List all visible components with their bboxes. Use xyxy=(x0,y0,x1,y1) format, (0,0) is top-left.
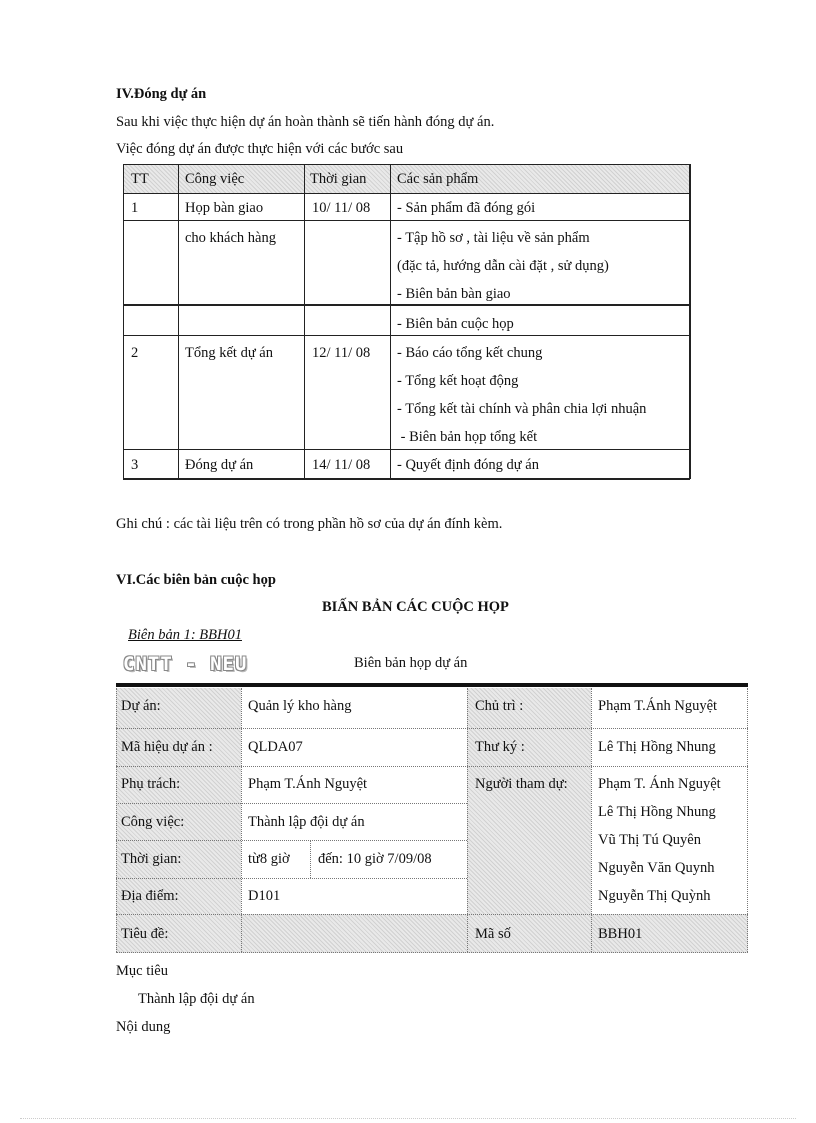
table-cell: Tổng kết dự án xyxy=(185,345,273,361)
table-cell: Họp bàn giao xyxy=(185,200,264,216)
table-cell: - Biên bản họp tổng kết xyxy=(397,429,538,445)
cntt-neu-logo: CNTT - NEU xyxy=(123,653,248,675)
table-cell: 1 xyxy=(131,200,139,216)
place-label: Địa điểm: xyxy=(121,888,179,904)
secretary-label: Thư ký : xyxy=(475,739,525,755)
owner-label: Phụ trách: xyxy=(121,776,181,792)
section-heading-meetings: VI.Các biên bản cuộc họp xyxy=(116,572,276,588)
table-header-task: Công việc xyxy=(185,171,245,187)
subject-label: Tiêu đề: xyxy=(121,926,169,942)
time-from-value: từ8 giờ xyxy=(248,851,290,867)
number-label: Mã số xyxy=(475,926,511,942)
work-label: Công việc: xyxy=(121,814,185,830)
table-cell: - Quyết định đóng dự án xyxy=(397,457,539,473)
project-label: Dự án: xyxy=(121,698,161,714)
paragraph-intro: Sau khi việc thực hiện dự án hoàn thành sẽ tiến hành đóng dự án. xyxy=(116,114,495,130)
participant-item: Nguyễn Văn Quynh xyxy=(598,860,715,876)
time-to-value: đến: 10 giờ 7/09/08 xyxy=(318,851,432,867)
content-label: Nội dung xyxy=(116,1019,171,1035)
table-cell: Đóng dự án xyxy=(185,457,254,473)
chair-value: Phạm T.Ánh Nguyệt xyxy=(598,698,718,714)
table-cell: - Sản phẩm đã đóng gói xyxy=(397,200,536,216)
table-cell: cho khách hàng xyxy=(185,230,276,246)
secretary-value: Lê Thị Hồng Nhung xyxy=(598,739,716,755)
table-cell: 3 xyxy=(131,457,139,473)
note-text: Ghi chú : các tài liệu trên có trong phần hồ sơ của dự án đính kèm. xyxy=(116,516,503,532)
table-cell: - Biên bản cuộc họp xyxy=(397,316,514,332)
chair-label: Chủ trì : xyxy=(475,698,524,714)
minutes-subtitle: Biên bản họp dự án xyxy=(354,655,468,671)
table-cell: - Tập hồ sơ , tài liệu về sản phẩm xyxy=(397,230,590,246)
owner-value: Phạm T.Ánh Nguyệt xyxy=(248,776,368,792)
table-header-time: Thời gian xyxy=(310,171,367,187)
table-cell: - Báo cáo tổng kết chung xyxy=(397,345,543,361)
page-bottom-rule xyxy=(20,1118,796,1119)
participant-item: Phạm T. Ánh Nguyệt xyxy=(598,776,721,792)
form-footer-row-bg xyxy=(116,914,748,953)
table-header-products: Các sản phẩm xyxy=(397,171,479,187)
minutes-label: Biên bản 1: BBH01 xyxy=(128,627,242,643)
table-cell: 14/ 11/ 08 xyxy=(312,457,371,473)
table-cell: - Tổng kết hoạt động xyxy=(397,373,519,389)
participants-label: Người tham dự: xyxy=(475,776,568,792)
participant-item: Lê Thị Hồng Nhung xyxy=(598,804,716,820)
project-value: Quản lý kho hàng xyxy=(248,698,352,714)
table-cell: 10/ 11/ 08 xyxy=(312,200,371,216)
table-cell: 12/ 11/ 08 xyxy=(312,345,371,361)
table-cell: - Tổng kết tài chính và phân chia lợi nhuận xyxy=(397,401,647,417)
project-code-value: QLDA07 xyxy=(248,739,303,755)
time-label: Thời gian: xyxy=(121,851,182,867)
table-header-tt: TT xyxy=(131,171,149,187)
project-code-label: Mã hiệu dự án : xyxy=(121,739,213,755)
document-title: BIẤN BẢN CÁC CUỘC HỌP xyxy=(322,599,509,615)
goal-value: Thành lập đội dự án xyxy=(138,991,255,1007)
table-cell: - Biên bản bàn giao xyxy=(397,286,511,302)
work-value: Thành lập đội dự án xyxy=(248,814,365,830)
number-value: BBH01 xyxy=(598,926,643,942)
participant-item: Vũ Thị Tú Quyên xyxy=(598,832,701,848)
table-cell: 2 xyxy=(131,345,139,361)
goal-label: Mục tiêu xyxy=(116,963,168,979)
place-value: D101 xyxy=(248,888,281,904)
table-cell: (đặc tả, hướng dẫn cài đặt , sử dụng) xyxy=(397,258,609,274)
paragraph-steps: Việc đóng dự án được thực hiện với các bước sau xyxy=(116,141,404,157)
section-heading-close-project: IV.Đóng dự án xyxy=(116,86,207,102)
participant-item: Nguyễn Thị Quỳnh xyxy=(598,888,711,904)
